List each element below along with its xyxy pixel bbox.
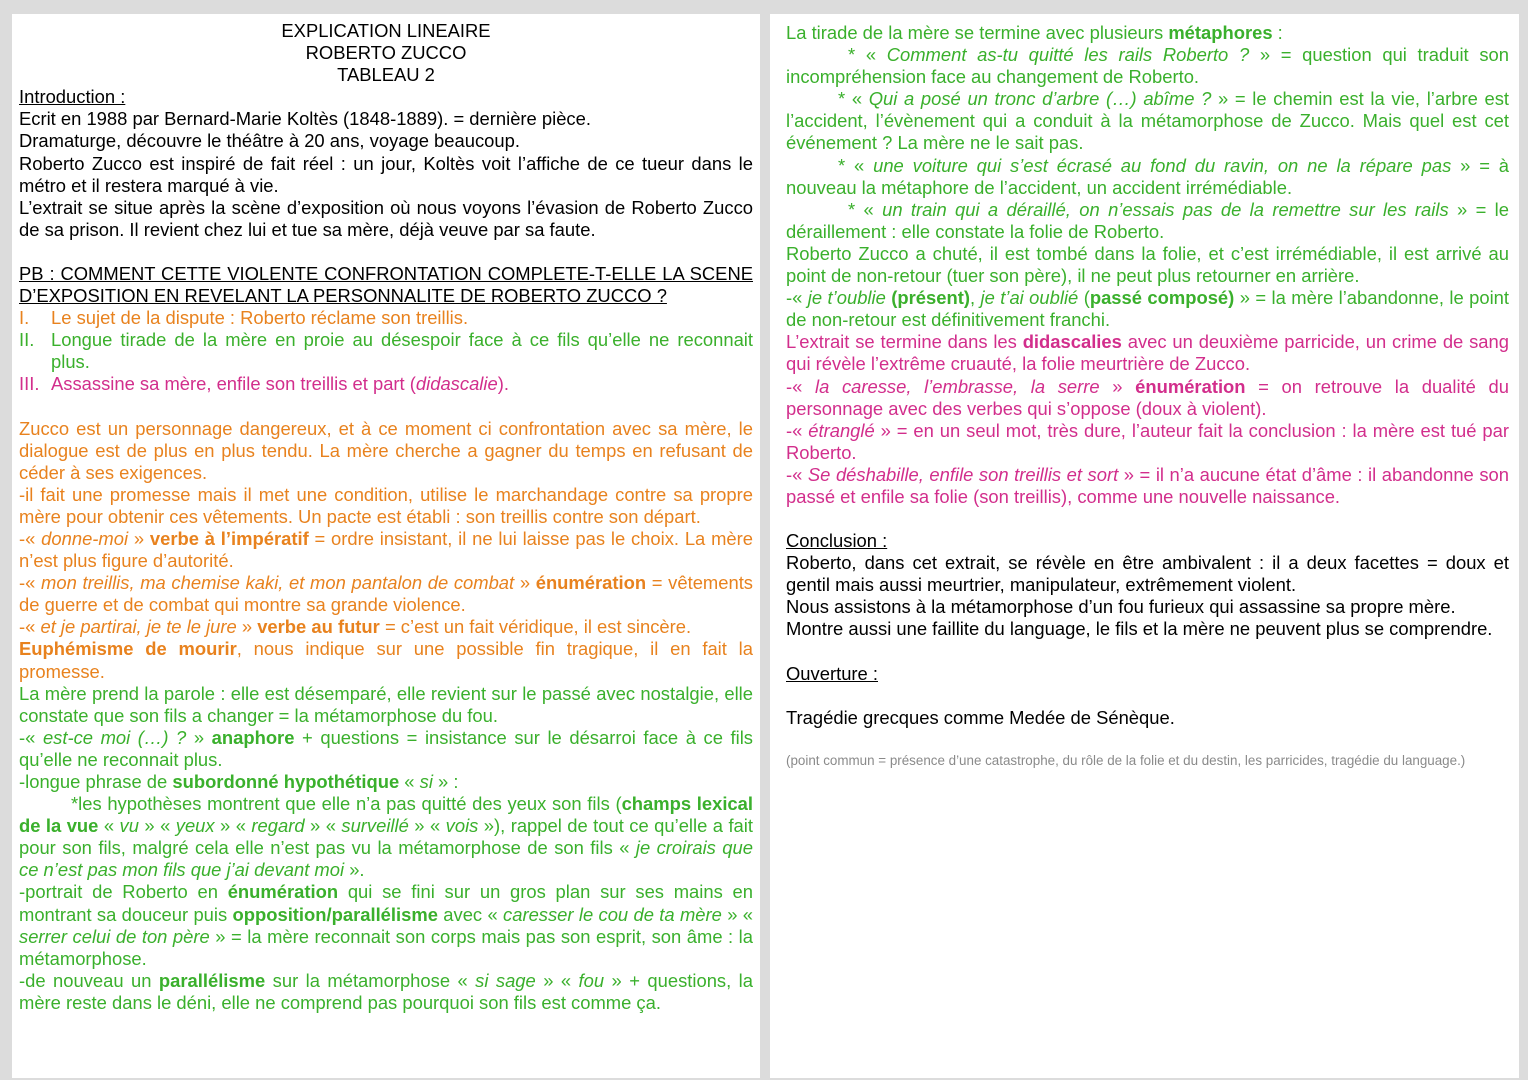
- analysis-paragraph: * « un train qui a déraillé, on n’essais pas de la remettre sur les rails » = le déraillement : elle constate la folie de Roberto.: [786, 198, 1509, 242]
- right-page: [770, 14, 1519, 1078]
- intro-line: L’extrait se situe après la scène d’exposition où nous voyons l’évasion de Roberto Zucco de sa prison. Il revient chez lui et tue sa mère, déjà veuve par sa faute.: [19, 196, 753, 240]
- left-page: [12, 14, 760, 1078]
- analysis-paragraph: -« je t’oublie (présent), je t’ai oublié (passé composé) » = la mère l’abandonne, le point de non-retour est définitivement franchi.: [786, 287, 1510, 331]
- analysis-paragraph: *les hypothèses montrent que elle n’a pas quitté des yeux son fils (champs lexical de la vue « vu » « yeux » « regard » « surveillé » « vois »), rappel de tout ce qu’elle a fait pour son fils, malgré cela elle n’est pas vu la métamorphose de son fils « je croirais que ce n’est pas mon fils que j’ai devant moi ».: [19, 793, 753, 881]
- analysis-paragraph: -portrait de Roberto en énumération qui se fini sur un gros plan sur ses mains en montrant sa douceur puis opposition/parallélisme avec « caresser le cou de ta mère » « serrer celui de ton père » = la mère reconnait son corps mais pas son esprit, son âme : la métamorphose.: [19, 881, 753, 969]
- analysis-paragraph: * « Comment as-tu quitté les rails Roberto ? » = question qui traduit son incompréhension face au changement de Roberto.: [786, 44, 1509, 88]
- doc-title-line-3: TABLEAU 2: [337, 64, 435, 86]
- plan-item-2: II. Longue tirade de la mère en proie au désespoir face à ce fils qu’elle ne reconnait plus.: [19, 329, 753, 373]
- analysis-paragraph: -longue phrase de subordonné hypothétique « si » :: [19, 771, 459, 792]
- analysis-paragraph: -il fait une promesse mais il met une condition, utilise le marchandage contre sa propre mère pour obtenir ces vêtements. Un pacte est établi : son treillis contre son départ.: [19, 483, 753, 527]
- analysis-paragraph: Zucco est un personnage dangereux, et à ce moment ci confrontation avec sa mère, le dialogue est de plus en plus tendu. La mère cherche a gagner du temps en refusant de céder à ses exigences.: [19, 417, 753, 483]
- analysis-paragraph: -« Se déshabille, enfile son treillis et sort » = il n’a aucune état d’âme : il abandonne son passé et enfile sa folie (son treillis), comme une nouvelle naissance.: [786, 463, 1509, 507]
- plan-item-1: I. Le sujet de la dispute : Roberto réclame son treillis.: [19, 307, 469, 329]
- problematique: PB : COMMENT CETTE VIOLENTE CONFRONTATION COMPLETE-T-ELLE LA SCENE D’EXPOSITION EN REVELANT LA PERSONNALITE DE ROBERTO ZUCCO ?: [19, 262, 753, 307]
- conclusion-heading: Conclusion :: [786, 530, 888, 552]
- intro-line: Dramaturge, découvre le théâtre à 20 ans, voyage beaucoup.: [19, 130, 520, 152]
- doc-title-line-2: ROBERTO ZUCCO: [305, 42, 467, 64]
- analysis-paragraph: -« étranglé » = en un seul mot, très dure, l’auteur fait la conclusion : la mère est tué par Roberto.: [786, 419, 1509, 463]
- analysis-paragraph: -« donne-moi » verbe à l’impératif = ordre insistant, il ne lui laisse pas le choix. La mère n’est plus figure d’autorité.: [19, 527, 753, 572]
- analysis-paragraph: -de nouveau un parallélisme sur la métamorphose « si sage » « fou » + questions, la mère reste dans le déni, elle ne comprend pas pourquoi son fils est comme ça.: [19, 969, 753, 1013]
- ouverture-heading: Ouverture :: [786, 662, 878, 684]
- analysis-paragraph: Roberto Zucco a chuté, il est tombé dans la folie, et c’est irrémédiable, il est arrivé au point de non-retour (tuer son père), il ne peut plus retourner en arrière.: [786, 242, 1509, 287]
- analysis-paragraph: * « Qui a posé un tronc d’arbre (…) abîme ? » = le chemin est la vie, l’arbre est l’accident, l’évènement qui a conduit à la métamorphose de Zucco. Mais quel est cet événement ? La mère ne le sait pas.: [786, 88, 1510, 154]
- analysis-paragraph: * « une voiture qui s’est écrasé au fond du ravin, on ne la répare pas » = à nouveau la métaphore de l’accident, un accident irrémédiable.: [786, 154, 1510, 198]
- analysis-paragraph: La mère prend la parole : elle est désemparé, elle revient sur le passé avec nostalgie, elle constate que son fils a changer = la métamorphose du fou.: [19, 682, 753, 726]
- analysis-paragraph: -« est-ce moi (…) ? » anaphore + questions = insistance sur le désarroi face à ce fils qu’elle ne reconnait plus.: [19, 726, 753, 770]
- intro-line: Ecrit en 1988 par Bernard-Marie Koltès (1848-1889). = dernière pièce.: [19, 108, 591, 130]
- analysis-paragraph: -« mon treillis, ma chemise kaki, et mon pantalon de combat » énumération = vêtements de guerre et de combat qui montre sa grande violence.: [19, 572, 753, 616]
- ouverture-text: Tragédie grecques comme Medée de Sénèque.: [786, 706, 1175, 728]
- conclusion-line: Nous assistons à la métamorphose d’un fou furieux qui assassine sa propre mère.: [786, 596, 1456, 618]
- doc-title-line-1: EXPLICATION LINEAIRE: [281, 20, 491, 41]
- intro-heading: Introduction :: [19, 86, 126, 108]
- plan-item-3: III. Assassine sa mère, enfile son treillis et part (didascalie).: [19, 373, 509, 395]
- conclusion-line: Roberto, dans cet extrait, se révèle en être ambivalent : il a deux facettes = doux et gentil mais aussi meurtrier, manipulateur, extrêmement violent.: [786, 552, 1509, 596]
- analysis-paragraph: L’extrait se termine dans les didascalies avec un deuxième parricide, un crime de sang qui révèle l’extrême cruauté, la folie meurtrière de Zucco.: [786, 331, 1509, 375]
- conclusion-line: Montre aussi une faillite du language, le fils et la mère ne peuvent plus se comprendre.: [786, 618, 1493, 640]
- analysis-paragraph: Euphémisme de mourir, nous indique sur une possible fin tragique, il en fait la promesse.: [19, 638, 753, 682]
- footnote: (point commun = présence d’une catastrophe, du rôle de la folie et du destin, les parricides, tragédie du language.): [786, 752, 1466, 768]
- intro-line: Roberto Zucco est inspiré de fait réel : un jour, Koltès voit l’affiche de ce tueur dans le métro et il restera marqué à vie.: [19, 152, 753, 196]
- analysis-paragraph: La tirade de la mère se termine avec plusieurs métaphores :: [786, 22, 1283, 43]
- analysis-paragraph: -« et je partirai, je te le jure » verbe au futur = c’est un fait véridique, il est sincère.: [19, 616, 692, 638]
- analysis-paragraph: -« la caresse, l’embrasse, la serre » énumération = on retrouve la dualité du personnage avec des verbes qui s’oppose (doux à violent).: [786, 375, 1510, 419]
